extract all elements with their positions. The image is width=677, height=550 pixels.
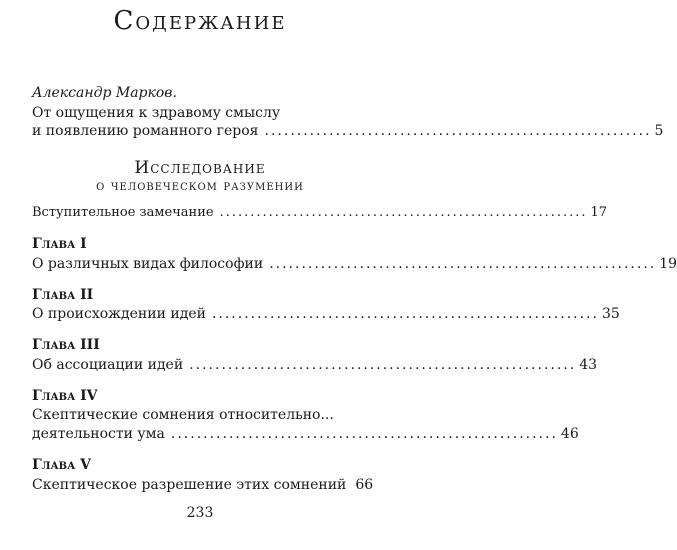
intro-title-line2: и появлению романного героя [32, 123, 259, 139]
leader-dots: ............................................................ [211, 306, 599, 322]
leader-dots: ............................................................ [269, 256, 657, 272]
preface-page-number: 17 [590, 205, 608, 220]
toc-entry-intro[interactable] [32, 122, 664, 140]
page-title: Содержание [113, 6, 287, 36]
chapter-4-heading: Глава IV [32, 388, 98, 404]
toc-entry-chapter-4[interactable] [32, 425, 579, 443]
chapter-4-title-line2: деятельности ума [32, 426, 165, 442]
intro-author: Александр Марков. [32, 85, 177, 101]
chapter-4-page-number: 46 [560, 426, 579, 442]
chapter-5-heading: Глава V [32, 457, 91, 473]
toc-entry-chapter-5[interactable] [32, 476, 374, 494]
chapter-3-heading: Глава III [32, 337, 100, 353]
leader-dots: ............................................................ [219, 205, 588, 220]
chapter-3-title: Об ассоциации идей [32, 357, 184, 373]
leader-dots: ............................................................ [189, 357, 577, 373]
page-number: 233 [186, 505, 214, 521]
toc-entry-chapter-3[interactable] [32, 356, 598, 374]
chapter-2-title: О происхождении идей [32, 306, 206, 322]
toc-entry-chapter-1[interactable] [32, 255, 677, 273]
leader-dots: ............................................................ [170, 426, 558, 442]
intro-title-line1: От ощущения к здравому смыслу [32, 105, 281, 121]
chapter-1-page-number: 19 [659, 256, 677, 272]
section-subtitle: о человеческом разумении [96, 178, 304, 194]
toc-entry-preface[interactable] [32, 204, 608, 222]
section-title: Исследование [134, 158, 266, 178]
chapter-2-page-number: 35 [601, 306, 620, 322]
chapter-3-page-number: 43 [579, 357, 598, 373]
chapter-2-heading: Глава II [32, 287, 94, 303]
chapter-1-heading: Глава I [32, 236, 87, 252]
preface-label: Вступительное замечание [32, 205, 214, 220]
leader-dots: ............................................................ [264, 123, 652, 139]
chapter-1-title: О различных видах философии [32, 256, 264, 272]
chapter-4-title-line1: Скептические сомнения относительно... [32, 407, 334, 423]
chapter-5-page-number: 66 [355, 477, 374, 493]
intro-page-number: 5 [654, 123, 664, 139]
chapter-5-title: Скептическое разрешение этих сомнений [32, 477, 347, 493]
toc-entry-chapter-2[interactable] [32, 305, 620, 323]
